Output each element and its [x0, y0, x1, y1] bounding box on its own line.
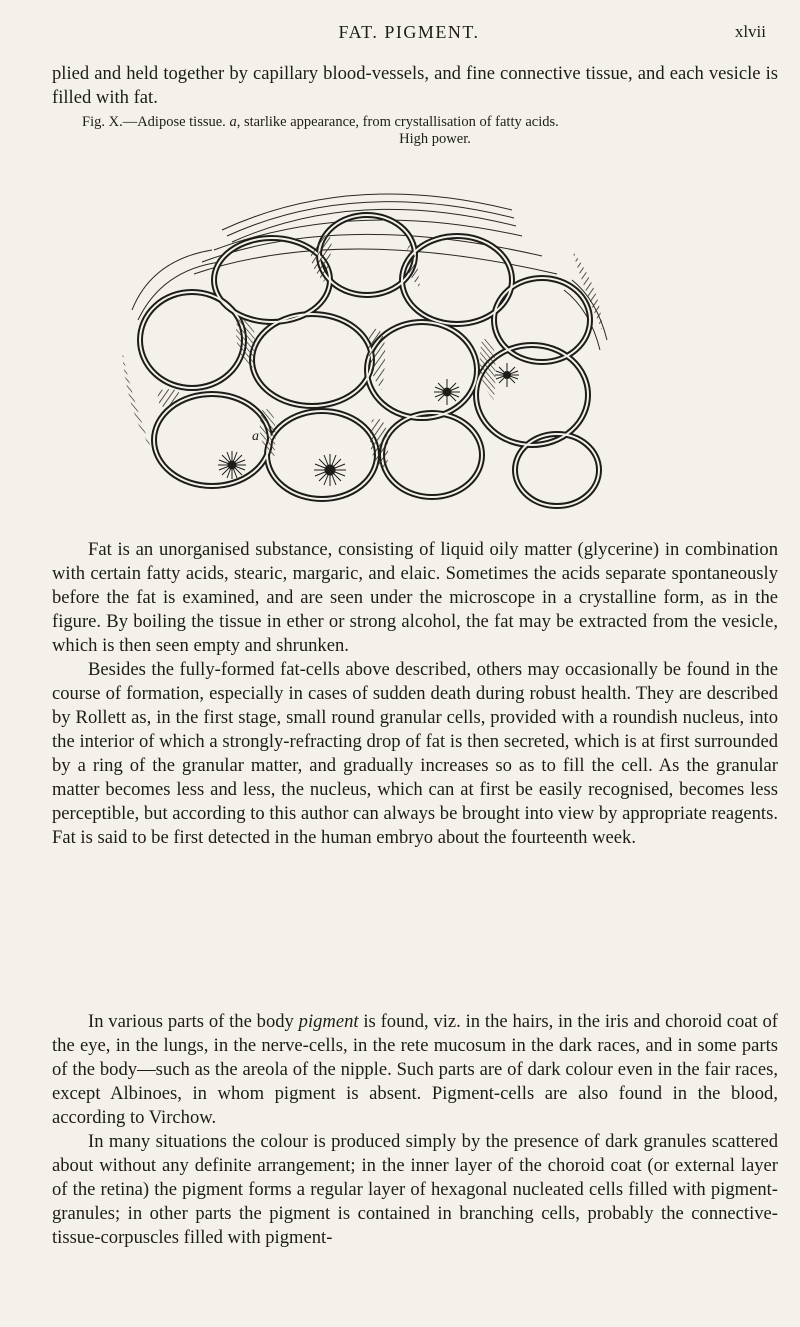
caption-fig-number: Fig. X.: [82, 114, 123, 130]
crystal-cluster: [218, 451, 246, 479]
crystal-cluster: [314, 454, 346, 486]
crystal-cluster: [495, 363, 519, 387]
fat-section: [52, 538, 778, 850]
adipose-tissue-figure: [102, 170, 622, 520]
fat-paragraph-1: Fat is an unorganised substance, consisting of liquid oily matter (glycerine) in combination with certain fatty acids, stearic, margaric, and elaic. Sometimes the acids separate spontaneously before the fat is examined, and are seen under the microscope in a crystalline form, as in the figure. By boiling the tissue in ether or strong alcohol, the fat may be extracted from the vesicle, which is then seen empty and shrunken.: [52, 539, 778, 656]
caption-label-a: a: [229, 114, 237, 130]
figure-caption: [52, 114, 778, 148]
pigment-paragraph-2: In many situations the colour is produced simply by the presence of dark granules scattered about without any definite arrangement; in the inner layer of the choroid coat (or external layer of the retina) the pigment forms a regular layer of hexagonal nucleated cells filled with pigment-granules; in other parts the pigment is contained in branching cells, probably the connective-tissue-corpuscles filled with pigment-: [52, 1131, 778, 1248]
caption-title: —Adipose tissue.: [122, 114, 226, 130]
fat-paragraph-2: Besides the fully-formed fat-cells above described, others may occasionally be found in the course of formation, especially in cases of sudden death during robust health. They are described by Rollett as, in the first stage, small round granular cells, provided with a roundish nucleus, into the interior of which a strongly-refracting drop of fat is then secreted, which is at first surrounded by a ring of the granular matter, and gradually increases so as to fill the cell. As the granular matter becomes less and less, the nucleus, which can at first be easily recognised, becomes less perceptible, but according to this author can always be brought into view by appropriate reagents. Fat is said to be first detected in the human embryo about the fourteenth week.: [52, 659, 778, 848]
pigment-section: [52, 1010, 778, 1250]
crystal-cluster: [434, 379, 460, 405]
running-title: FAT. PIGMENT.: [338, 22, 480, 42]
page-header: [52, 8, 766, 44]
interstitial-shading: [122, 235, 602, 470]
adipose-illustration: [102, 170, 622, 520]
caption-description: , starlike appearance, from crystallisation of fatty acids.: [236, 114, 559, 130]
pigment-term: pigment: [298, 1011, 359, 1032]
page-number: xlvii: [734, 22, 766, 41]
intro-paragraph: plied and held together by capillary blood-vessels, and fine connective tissue, and each vesicle is filled with fat.: [52, 63, 778, 108]
caption-magnification: High power.: [399, 131, 471, 147]
pigment-paragraph-1: In various parts of the body pigment is found, viz. in the hairs, in the iris and choroid coat of the eye, in the lungs, in the nerve-cells, in the rete mucosum in the dark races, and in some parts of the body—such as the areola of the nipple. Such parts are of dark colour even in the fair races, except Albinoes, in whom pigment is absent. Pigment-cells are also found in the blood, according to Virchow.: [52, 1011, 779, 1128]
figure-label-a: a: [252, 429, 259, 444]
intro-text: [52, 62, 778, 110]
